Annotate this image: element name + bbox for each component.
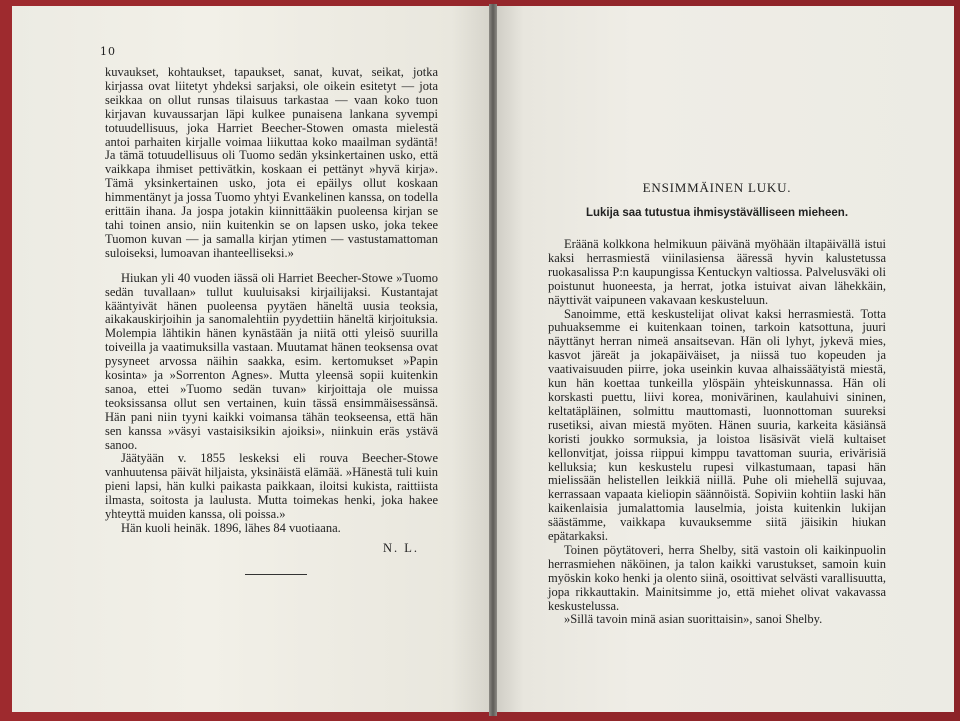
right-paragraph-1: Eräänä kolkkona helmikuun päivänä myöhään iltapäivällä istui kaksi herrasmiestä viinilasiensa ääressä hyvin kalustetussa ruokasalissa P:n kaupungissa Kentuckyn valtiossa. Palvelusväki oli poistunut huoneesta, ja herrat, jotka istuivat aivan lähekkäin, näyttivät vaipuneen vakavaan keskusteluun. <box>548 237 886 307</box>
left-page-text <box>105 66 438 536</box>
left-paragraph-3: Jäätyään v. 1855 leskeksi eli rouva Beecher-Stowe vanhuutensa päivät hiljaista, yksinäistä elämää. »Hänestä tuli kuin pieni lapsi, hän kulki paikasta paikkaan, iloitsi kukista, raittiista ilmasta, soitosta ja laulusta. Mutta toimekas henki, joka hakee yhteyttä muiden kanssa, oli poissa.» <box>105 451 438 522</box>
page-number: 10 <box>100 45 116 58</box>
chapter-subtitle: Lukija saa tutustua ihmisystävälliseen mieheen. <box>585 207 849 219</box>
left-paragraph-4: Hän kuoli heinäk. 1896, lähes 84 vuotiaana. <box>121 521 341 535</box>
left-paragraph-2: Hiukan yli 40 vuoden iässä oli Harriet Beecher-Stowe »Tuomo sedän tuvallaan» tullut kuuluisaksi kirjailijaksi. Kustantajat kääntyivät hänen puoleensa pyytäen häneltä uusia teoksia, aikakauskirjoihin ja sanomalehtiin pyydettiin häneltä kirjoituksia. Molempia lähtikin hänen kynästään ja niitä otti yleisö suurilla toiveilla ja vaatimuksilla vastaan. Muutamat hänen teoksensa ovat pysyneet arvossa näihin saakka, esim. kertomukset »Papin kosinta» ja »Sorrenton Agnes». Mutta yleensä sopii kuitenkin sanoa, ettei »Tuomo sedän tuvan» kirjoittaja ole muissa teoksissansa ollut sen vertainen, kuin tässä ensimmäisessänsä. Hän pani niin tyyni kaikki voimansa tähän teokseensa, että hän sen kanssa »väsyi vastaisiksikin ajoiksi», niinkuin eräs ystävä sanoo. <box>105 270 438 452</box>
book-gutter <box>489 4 497 716</box>
left-paragraph-1: kuvaukset, kohtaukset, tapaukset, sanat, kuvat, seikat, jotka kirjassa ovat liitetyt yhdeksi sarjaksi, ole oikein esitetyt — jota seikkaa on ollut runsas tilaisuus tarkastaa — vaan koko tuon kirjavan kuvaussarjan läpi kulkee punaisena lankana syvempi totuudellisuus, joka Harriet Beecher-Stowen omasta mielestä antoi parhaiten kirjalle voimaa liikuttaa koko maailman sydäntä! Ja tämä totuudellisuus oli Tuomo sedän yksinkertainen usko, että vaikkapa ihmiset pettivätkin, koskaan ei pettänyt »hyvä kirja». Tämä yksinkertainen usko, jota ei epäilys ollut koskaan himmentänyt ja jossa Tuomo yhtyi Evankelinen kanssa, on todella erittäin ihana. Ja jospa jotakin kiinnittääkin puoleensa kirjan se tahi toinen ansio, niin kuitenkin se on lapsen usko, joka tekee Tuomon kuvan — ja samalla kirjan ytimen — vastustamattoman suloiseksi, lumoavan ihanteelliseksi.» <box>105 65 438 260</box>
author-signature: N. L. <box>383 541 420 555</box>
chapter-heading: ENSIMMÄINEN LUKU. <box>642 180 792 195</box>
right-paragraph-4: »Sillä tavoin minä asian suorittaisin», sanoi Shelby. <box>564 612 823 627</box>
right-paragraph-3: Toinen pöytätoveri, herra Shelby, sitä vastoin oli kaikinpuolin herrasmiehen näköinen, ja talon kaikki varustukset, samoin kuin myöskin koko henki ja olento siinä, osoittivat selvästi varallisuutta, jopa rikkauttakin. Mainitsimme jo, että miehet olivat vakavassa keskustelussa. <box>548 542 886 613</box>
right-page-text <box>548 238 886 627</box>
section-divider <box>245 574 307 575</box>
right-paragraph-2: Sanoimme, että keskustelijat olivat kaksi herrasmiestä. Totta puhuaksemme ei kuitenkaan toinen, tarkoin katsottuna, juuri näyttänyt herran nimeä ansaitsevan. Hän oli lyhyt, jykevä mies, kasvot järeät ja jokapäiväiset, ja niissä tuo kopeuden ja vaativaisuuden piirre, joka useinkin kuvaa alhaissäätyistä miestä, kun hän koettaa tunkeilla ylöspäin yhteiskunnassa. Hän oli korskasti puettu, liivi korea, monivärinen, kaulahuivi sininen, keltatäpläinen, solmittu mauttomasti, luonnottoman suureksi rusetiksi, aivan miestä myöten. Hänen suuria, karkeita käsiänsä koristi joukko sormuksia, ja loistoa lisäsivät vielä kultaiset kellonvitjat, joissa riippui kimppu tavattoman suuria, erivärisiä kelluksia; kun keskustelu rupesi vilkastumaan, tapasi hän mielissään helistellen leikkiä niillä. Puhe oli miehellä sujuvaa, kerrassaan vapaata kieliopin säännöistä. Sopiviin kohtiin laski hän kaikenlaisia jumalattomia lauselmia, joista kuitenkin lukijan säästämme, vaikkapa kuvauksemme siitä jäisikin hiukan epätarkaksi. <box>548 306 886 544</box>
